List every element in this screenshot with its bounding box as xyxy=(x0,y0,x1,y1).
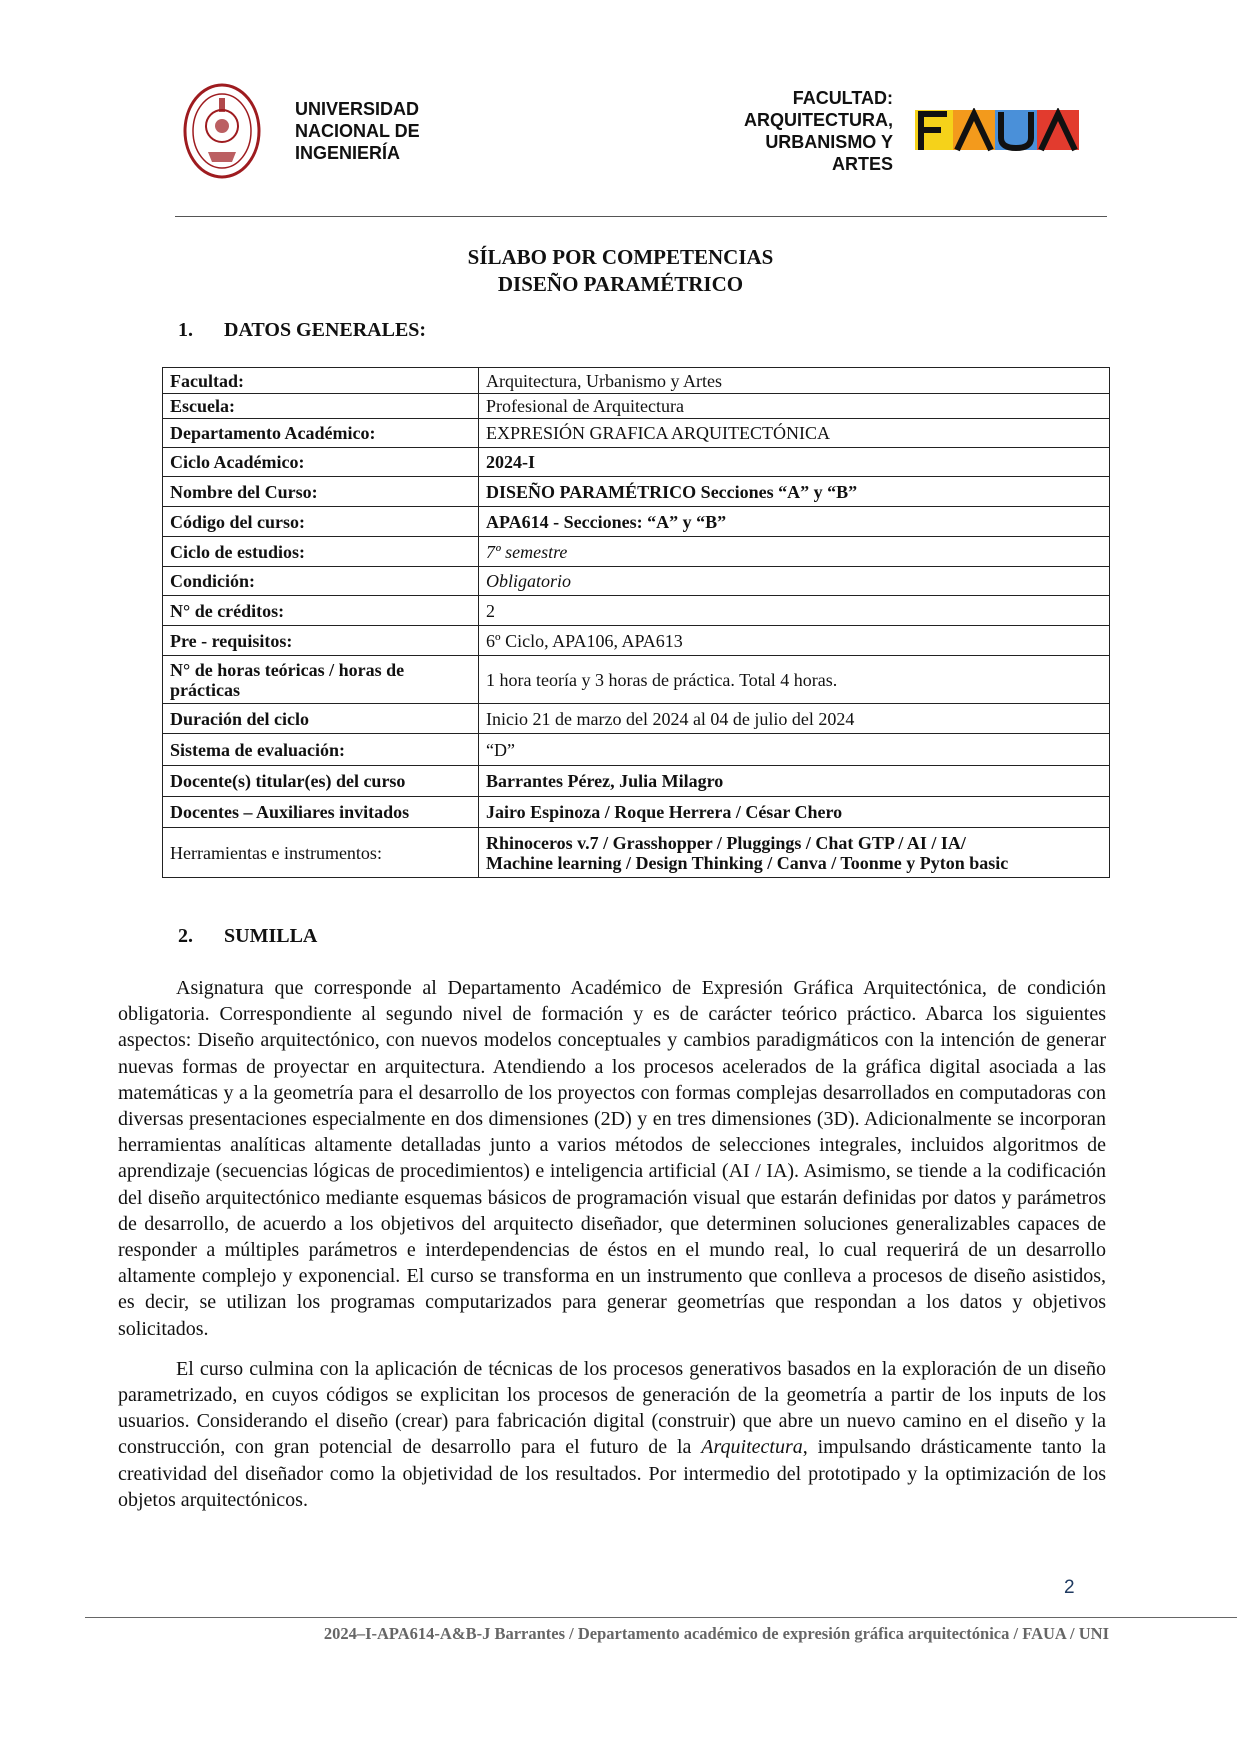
table-row xyxy=(163,419,1110,448)
footer-text: 2024–I-APA614-A&B-J Barrantes / Departamento académico de expresión gráfica arquitectónica / FAUA / UNI xyxy=(323,1624,1109,1643)
table-row xyxy=(163,596,1110,626)
row-value: 2024-I xyxy=(479,448,1110,477)
row-value: 1 hora teoría y 3 horas de práctica. Total 4 horas. xyxy=(479,656,1110,704)
row-value: APA614 - Secciones: “A” y “B” xyxy=(479,507,1110,537)
paragraph-text: El curso culmina con la aplicación de técnicas de los procesos generativos basados en la exploración de un diseño parametrizado, en cuyos códigos se explicitan los procesos de generación de la geometría a partir de los inputs de los usuarios. Considerando el diseño (crear) para fabricación digital (construir) que abre un nuevo camino en el diseño y la construcción, con gran potencial de desarrollo para el futuro de la xyxy=(118,1357,1106,1459)
row-value: DISEÑO PARAMÉTRICO Secciones “A” y “B” xyxy=(479,477,1110,507)
table-row xyxy=(163,394,1110,419)
table-row xyxy=(163,704,1110,734)
faculty-name-line: ARQUITECTURA, xyxy=(744,110,893,130)
general-data-table xyxy=(162,367,1110,878)
page-number: 2 xyxy=(1064,1577,1075,1598)
row-label: Sistema de evaluación: xyxy=(163,734,479,766)
row-label: Escuela: xyxy=(163,394,479,419)
row-label: Docentes – Auxiliares invitados xyxy=(163,797,479,828)
university-name-line: NACIONAL DE xyxy=(295,121,420,141)
section-title: SUMILLA xyxy=(224,925,318,947)
table-row xyxy=(163,797,1110,828)
table-row xyxy=(163,368,1110,394)
table-row xyxy=(163,567,1110,596)
sumilla-paragraph-1: Asignatura que corresponde al Departamento Académico de Expresión Gráfica Arquitectónica, de condición obligatoria. Correspondiente al segundo nivel de formación y es de carácter teórico práctico. Abarca los siguientes aspectos: Diseño arquitectónico, con nuevos modelos conceptuales y cambios paradigmáticos con la intención de generar nuevas formas de proyectar en arquitectura. Atendiendo a los procesos acelerados de la gráfica digital asociada a las matemáticas y a la geometría para el desarrollo de los proyectos con formas complejas desarrollados en computadoras con diversas presentaciones especialmente en dos dimensiones (2D) y en tres dimensiones (3D). Adicionalmente se incorporan herramientas analíticas altamente detalladas junto a varios métodos de selecciones integrales, incluidos algoritmos de aprendizaje (secuencias lógicas de procedimientos) e inteligencia artificial (AI / IA). Asimismo, se tiende a la codificación del diseño arquitectónico mediante esquemas básicos de programación visual que estarán definidas por datos y parámetros de desarrollo, de acuerdo a los objetivos del arquitecto diseñador, que determinen soluciones generalizables capaces de responder a múltiples parámetros e interdependencias de éstos en el mundo real, lo cual requerirá de un desarrollo altamente complejo y exponencial. El curso se transforma en un instrumento que conlleva a procesos de diseño asistidos, es decir, se utilizan los programas computarizados para generar geometrías que respondan a los datos y objetivos solicitados. xyxy=(118,977,1106,1340)
footer-divider xyxy=(85,1617,1237,1618)
title-line-2: DISEÑO PARAMÉTRICO xyxy=(497,272,744,296)
row-label: Docente(s) titular(es) del curso xyxy=(163,766,479,797)
faculty-name-line: ARTES xyxy=(831,154,893,174)
row-label: Facultad: xyxy=(163,368,479,394)
university-name xyxy=(295,98,420,164)
section-1-heading xyxy=(178,319,426,342)
row-label: Nombre del Curso: xyxy=(163,477,479,507)
university-seal-logo xyxy=(182,82,262,180)
university-name-line: UNIVERSIDAD xyxy=(295,99,420,119)
section-title: DATOS GENERALES: xyxy=(224,319,427,341)
table-row xyxy=(163,477,1110,507)
row-label: Duración del ciclo xyxy=(163,704,479,734)
table-row xyxy=(163,507,1110,537)
row-label: N° de créditos: xyxy=(163,596,479,626)
row-value: Barrantes Pérez, Julia Milagro xyxy=(479,766,1110,797)
university-name-line: INGENIERÍA xyxy=(295,143,401,163)
faculty-name-line: URBANISMO Y xyxy=(765,132,893,152)
sumilla-paragraph-2 xyxy=(118,1356,1106,1513)
table-row xyxy=(163,656,1110,704)
row-label: Condición: xyxy=(163,567,479,596)
table-row xyxy=(163,828,1110,878)
row-value xyxy=(479,828,1110,878)
row-value: 6º Ciclo, APA106, APA613 xyxy=(479,626,1110,656)
row-label: Ciclo Académico: xyxy=(163,448,479,477)
row-label: N° de horas teóricas / horas de prácticas xyxy=(163,656,479,704)
row-value: EXPRESIÓN GRAFICA ARQUITECTÓNICA xyxy=(479,419,1110,448)
row-label: Pre - requisitos: xyxy=(163,626,479,656)
table-row xyxy=(163,626,1110,656)
sumilla-body xyxy=(118,975,1106,1513)
section-number: 2. xyxy=(178,925,193,947)
row-value: 7º semestre xyxy=(479,537,1110,567)
row-value: Arquitectura, Urbanismo y Artes xyxy=(479,368,1110,394)
row-value: Jairo Espinoza / Roque Herrera / César Chero xyxy=(479,797,1110,828)
document-title xyxy=(0,244,1241,298)
row-value: “D” xyxy=(479,734,1110,766)
title-line-1: SÍLABO POR COMPETENCIAS xyxy=(467,245,774,269)
row-value: Obligatorio xyxy=(479,567,1110,596)
section-number: 1. xyxy=(178,319,193,341)
row-value-line: Machine learning / Design Thinking / Canva / Toonme y Pyton basic xyxy=(486,852,1009,873)
row-label: Código del curso: xyxy=(163,507,479,537)
faculty-name-line: FACULTAD: xyxy=(792,88,893,108)
paragraph-text: , impulsando drásticamente tanto la creatividad del diseñador como la objetividad de los resultados. Por intermedio del prototipado y la optimización de los objetos arquitectónicos. xyxy=(118,1436,1106,1511)
row-value: Profesional de Arquitectura xyxy=(479,394,1110,419)
faua-logo xyxy=(915,108,1080,152)
row-value: Inicio 21 de marzo del 2024 al 04 de julio del 2024 xyxy=(479,704,1110,734)
paragraph-italic-term: Arquitectura xyxy=(701,1436,803,1459)
table-row xyxy=(163,448,1110,477)
faculty-name xyxy=(744,87,893,175)
table-row xyxy=(163,734,1110,766)
table-row xyxy=(163,766,1110,797)
row-label: Departamento Académico: xyxy=(163,419,479,448)
row-label: Herramientas e instrumentos: xyxy=(163,828,479,878)
row-label: Ciclo de estudios: xyxy=(163,537,479,567)
row-value-line: Rhinoceros v.7 / Grasshopper / Pluggings / Chat GTP / AI / IA/ xyxy=(486,832,966,853)
row-value: 2 xyxy=(479,596,1110,626)
header-divider xyxy=(175,216,1107,217)
section-2-heading xyxy=(178,925,317,948)
table-row xyxy=(163,537,1110,567)
